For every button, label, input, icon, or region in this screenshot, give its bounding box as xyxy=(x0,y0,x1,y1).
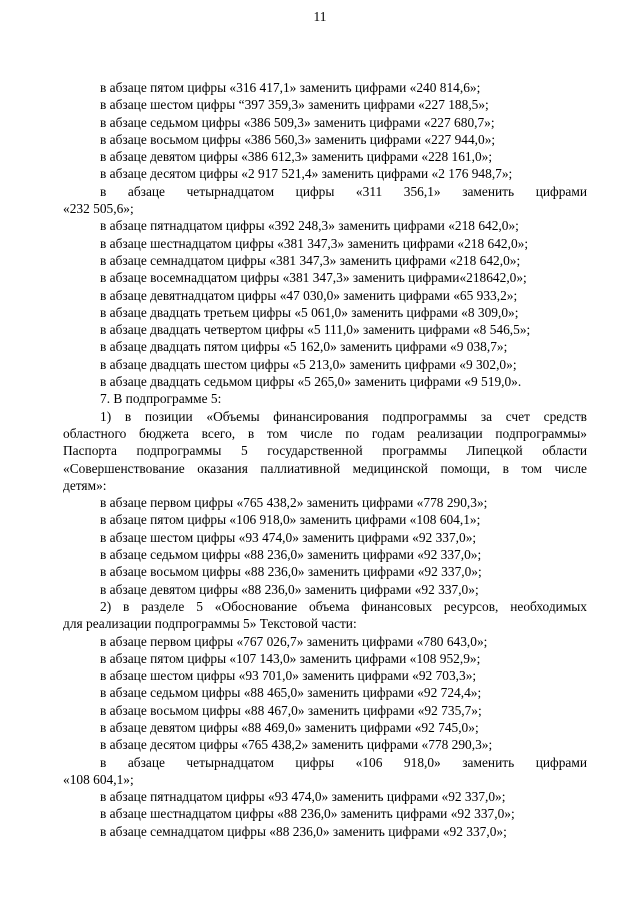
text-line: 2) в разделе 5 «Обоснование объема финансовых ресурсов, необходимых xyxy=(100,598,587,614)
text-line: в абзаце девятом цифры «88 236,0» заменить цифрами «92 337,0»; xyxy=(100,581,479,597)
text-line: в абзаце пятом цифры «107 143,0» заменить цифрами «108 952,9»; xyxy=(100,650,481,666)
text-line: в абзаце семнадцатом цифры «88 236,0» заменить цифрами «92 337,0»; xyxy=(100,823,507,839)
text-line: в абзаце десятом цифры «765 438,2» заменить цифрами «778 290,3»; xyxy=(100,737,493,753)
text-line: «232 505,6»; xyxy=(63,201,134,217)
text-line: «Совершенствование оказания паллиативной медицинской помощи, в том числе xyxy=(63,460,587,476)
text-line: в абзаце первом цифры «765 438,2» заменить цифрами «778 290,3»; xyxy=(100,495,488,511)
text-line: Паспорта подпрограммы 5 государственной программы Липецкой области xyxy=(63,443,587,459)
text-line: в абзаце восьмом цифры «88 236,0» заменить цифрами «92 337,0»; xyxy=(100,564,482,580)
page-number: 11 xyxy=(313,9,327,24)
text-line: в абзаце восемнадцатом цифры «381 347,3» заменить цифрами«218642,0»; xyxy=(100,270,527,286)
text-line: в абзаце девятнадцатом цифры «47 030,0» заменить цифрами «65 933,2»; xyxy=(100,287,518,303)
text-line: в абзаце пятом цифры «316 417,1» заменить цифрами «240 814,6»; xyxy=(100,80,481,95)
text-line: 7. В подпрограмме 5: xyxy=(100,391,222,407)
text-line: в абзаце четырнадцатом цифры «311 356,1» заменить цифрами xyxy=(100,183,587,199)
text-line: в абзаце двадцать четвертом цифры «5 111,0» заменить цифрами «8 546,5»; xyxy=(100,322,531,338)
text-line: в абзаце шестом цифры “397 359,3» заменить цифрами «227 188,5»; xyxy=(100,97,489,113)
text-line: в абзаце пятом цифры «106 918,0» заменить цифрами «108 604,1»; xyxy=(100,512,481,528)
text-line: в абзаце седьмом цифры «88 236,0» заменить цифрами «92 337,0»; xyxy=(100,547,482,563)
text-line: детям»: xyxy=(63,477,107,493)
text-line: в абзаце четырнадцатом цифры «106 918,0» заменить цифрами xyxy=(100,754,587,770)
text-line: для реализации подпрограммы 5» Текстовой части: xyxy=(63,616,357,632)
text-line: в абзаце девятом цифры «88 469,0» заменить цифрами «92 745,0»; xyxy=(100,719,479,735)
text-line: в абзаце девятом цифры «386 612,3» заменить цифрами «228 161,0»; xyxy=(100,149,493,165)
text-line: в абзаце двадцать пятом цифры «5 162,0» заменить цифрами «9 038,7»; xyxy=(100,339,508,355)
text-line: в абзаце десятом цифры «2 917 521,4» заменить цифрами «2 176 948,7»; xyxy=(100,166,513,182)
text-line: в абзаце первом цифры «767 026,7» заменить цифрами «780 643,0»; xyxy=(100,633,488,649)
text-line: в абзаце шестнадцатом цифры «381 347,3» заменить цифрами «218 642,0»; xyxy=(100,235,529,251)
text-line: «108 604,1»; xyxy=(63,771,134,787)
text-line: в абзаце восьмом цифры «386 560,3» заменить цифрами «227 944,0»; xyxy=(100,131,496,147)
text-line: в абзаце пятнадцатом цифры «93 474,0» заменить цифрами «92 337,0»; xyxy=(100,789,506,805)
text-line: 1) в позиции «Объемы финансирования подпрограммы за счет средств xyxy=(100,408,587,424)
text-line: в абзаце седьмом цифры «386 509,3» заменить цифрами «227 680,7»; xyxy=(100,114,495,130)
text-line: в абзаце шестом цифры «93 474,0» заменить цифрами «92 337,0»; xyxy=(100,529,477,545)
text-line: в абзаце двадцать третьем цифры «5 061,0» заменить цифрами «8 309,0»; xyxy=(100,304,519,320)
document-body xyxy=(63,79,587,840)
text-line: в абзаце шестом цифры «93 701,0» заменить цифрами «92 703,3»; xyxy=(100,668,477,684)
text-line: в абзаце седьмом цифры «88 465,0» заменить цифрами «92 724,4»; xyxy=(100,685,482,701)
text-line: в абзаце шестнадцатом цифры «88 236,0» заменить цифрами «92 337,0»; xyxy=(100,806,515,822)
text-line: в абзаце восьмом цифры «88 467,0» заменить цифрами «92 735,7»; xyxy=(100,702,482,718)
text-line: в абзаце семнадцатом цифры «381 347,3» заменить цифрами «218 642,0»; xyxy=(100,252,521,268)
text-line: в абзаце двадцать седьмом цифры «5 265,0» заменить цифрами «9 519,0». xyxy=(100,374,522,390)
text-line: в абзаце пятнадцатом цифры «392 248,3» заменить цифрами «218 642,0»; xyxy=(100,218,519,234)
text-line: в абзаце двадцать шестом цифры «5 213,0» заменить цифрами «9 302,0»; xyxy=(100,356,517,372)
text-line: областного бюджета всего, в том числе по годам реализации подпрограммы» xyxy=(63,425,587,441)
